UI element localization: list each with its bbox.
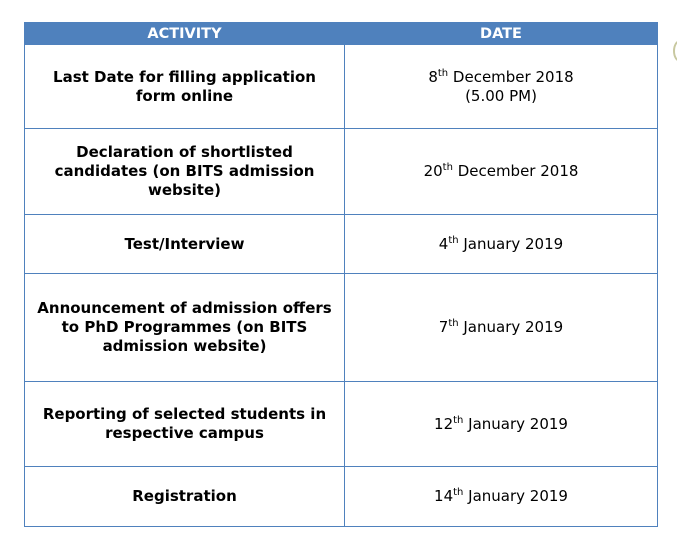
activity-line: form online bbox=[135, 86, 234, 105]
activity-line: admission website) bbox=[102, 337, 267, 355]
page-edge-mark-icon bbox=[673, 40, 677, 62]
activity-cell bbox=[25, 45, 345, 129]
activity-cell bbox=[25, 274, 345, 382]
table-row bbox=[25, 274, 658, 382]
date-cell bbox=[345, 45, 658, 129]
table-row bbox=[25, 467, 658, 527]
activity-cell bbox=[25, 215, 345, 274]
activity-line: Test/Interview bbox=[124, 234, 245, 253]
date-day: 8 bbox=[428, 67, 438, 86]
activity-line: to PhD Programmes (on BITS bbox=[61, 318, 308, 336]
header-row bbox=[25, 23, 658, 45]
date-day: 20 bbox=[423, 162, 443, 180]
activity-line: website) bbox=[147, 181, 222, 199]
date-day: 14 bbox=[434, 487, 454, 505]
activity-line: Announcement of admission offers bbox=[37, 299, 332, 317]
date-cell bbox=[345, 382, 658, 467]
table-row bbox=[25, 129, 658, 215]
table-row bbox=[25, 45, 658, 129]
date-day: 7 bbox=[438, 318, 449, 336]
activity-line: candidates (on BITS admission bbox=[54, 162, 315, 180]
date-month-year: January 2019 bbox=[463, 414, 568, 433]
date-month-year: December 2018 bbox=[448, 67, 574, 86]
date-time-note: (5.00 PM) bbox=[465, 86, 537, 105]
activity-line: Last Date for filling application bbox=[53, 67, 316, 86]
date-month-year: January 2019 bbox=[458, 318, 564, 336]
activity-cell bbox=[25, 129, 345, 215]
date-cell bbox=[345, 467, 658, 527]
date-column-header: DATE bbox=[345, 23, 658, 45]
date-suffix: th bbox=[442, 162, 453, 173]
date-cell bbox=[345, 274, 658, 382]
table-row bbox=[25, 215, 658, 274]
date-day: 4 bbox=[438, 234, 449, 253]
activity-line: Declaration of shortlisted bbox=[76, 143, 293, 161]
date-month-year: January 2019 bbox=[463, 487, 568, 505]
activity-column-header: ACTIVITY bbox=[25, 23, 345, 45]
table-row bbox=[25, 382, 658, 467]
date-month-year: January 2019 bbox=[458, 234, 564, 253]
date-month-year: December 2018 bbox=[452, 162, 579, 180]
date-cell bbox=[345, 129, 658, 215]
date-suffix: th bbox=[453, 414, 464, 426]
schedule-table bbox=[24, 22, 658, 527]
activity-line: Registration bbox=[132, 487, 237, 505]
date-suffix: th bbox=[453, 487, 464, 498]
activity-cell bbox=[25, 467, 345, 527]
date-suffix: th bbox=[448, 234, 459, 246]
activity-cell bbox=[25, 382, 345, 467]
date-suffix: th bbox=[448, 318, 459, 329]
date-day: 12 bbox=[434, 414, 454, 433]
date-suffix: th bbox=[437, 67, 449, 79]
activity-line: Reporting of selected students in bbox=[42, 405, 327, 423]
activity-line: respective campus bbox=[105, 424, 264, 442]
date-cell bbox=[345, 215, 658, 274]
